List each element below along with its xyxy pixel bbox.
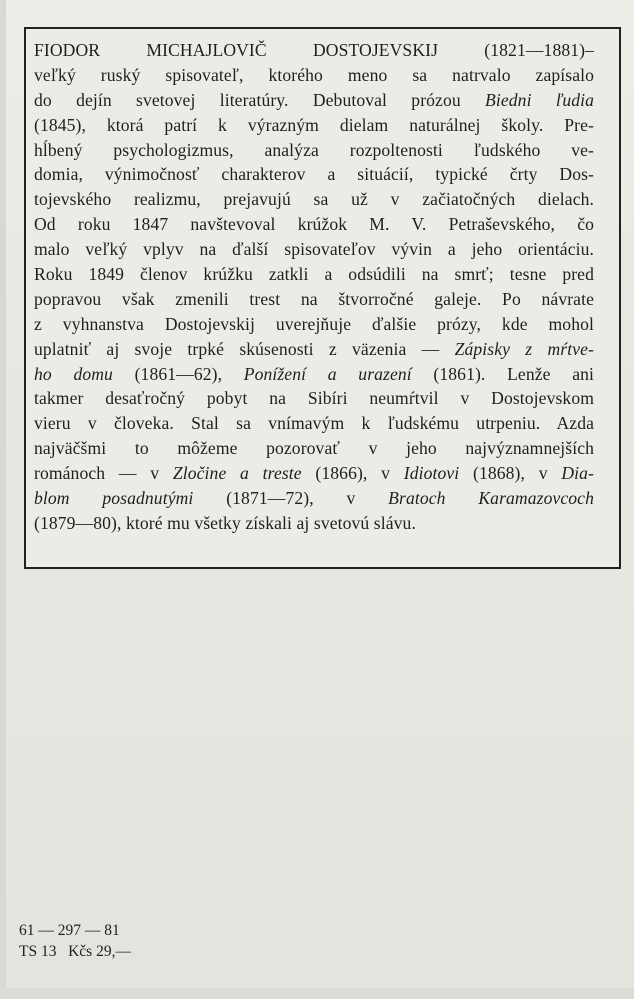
bio-line <box>34 38 594 63</box>
bio-text-run: domia, výnimočnosť charakterov a situácií, typické črty Dos- <box>34 164 594 185</box>
bio-text-run: Roku 1849 členov krúžku zatkli a odsúdili na smrť; tesne pred <box>34 264 594 285</box>
bio-text-run: z vyhnanstva Dostojevskij uverejňuje ďalšie prózy, kde mohol <box>34 313 594 334</box>
bio-line <box>34 511 594 536</box>
bio-line <box>34 113 594 138</box>
bio-line <box>34 237 594 262</box>
bio-text-run: (1845), ktorá patrí k výrazným dielam naturálnej školy. Pre- <box>34 114 594 135</box>
cover-edge <box>0 0 6 999</box>
bio-text-run: uplatniť aj svoje trpké skúsenosti z väzenia — <box>34 338 455 359</box>
work-title: Biedni ľudia <box>485 89 595 110</box>
bio-text-run: (1879—80), ktoré mu všetky získali aj svetovú slávu. <box>34 512 416 533</box>
work-title: ho domu <box>34 363 113 384</box>
bio-line <box>34 287 594 312</box>
catalog-number: 61 — 297 — 81 <box>19 922 120 939</box>
bio-text-run: hĺbený psychologizmus, analýza rozpoltenosti ľudského ve- <box>34 139 594 160</box>
publication-codes <box>19 920 131 962</box>
price-line: TS 13 Kčs 29,— <box>19 943 131 960</box>
bio-text-run: (1868), v <box>459 463 562 484</box>
bio-text-run: najväčšmi to môžeme pozorovať v jeho najvýznamnejších <box>34 438 594 459</box>
bio-text-run: veľký ruský spisovateľ, ktorého meno sa natrvalo zapísalo <box>34 64 594 85</box>
work-title: Zápisky z mŕtve- <box>454 338 594 359</box>
bio-line <box>34 436 594 461</box>
work-title: Ponížení a urazení <box>243 363 412 384</box>
bio-text-run: FIODOR MICHAJLOVIČ DOSTOJEVSKIJ (1821—1881)– <box>34 40 594 60</box>
cover-edge <box>0 988 634 999</box>
bio-text-run: malo veľký vplyv na ďalší spisovateľov vývin a jeho orientáciu. <box>34 239 594 260</box>
bio-line <box>34 411 594 436</box>
bio-line <box>34 187 594 212</box>
bio-text-run: (1861—62), <box>112 363 244 384</box>
bio-line <box>34 461 594 486</box>
bio-text-run: do dejín svetovej literatúry. Debutoval prózou <box>34 89 486 110</box>
bio-line <box>34 262 594 287</box>
bio-line <box>34 88 594 113</box>
bio-line <box>34 138 594 163</box>
bio-line <box>34 386 594 411</box>
bio-text-run: (1871—72), v <box>193 488 389 509</box>
bio-line <box>34 312 594 337</box>
bio-text-run: tojevského realizmu, prejavujú sa už v začiatočných dielach. <box>34 189 594 210</box>
bio-text-run: popravou však zmenili trest na štvorročné galeje. Po návrate <box>34 288 594 309</box>
bio-text-run: (1866), v <box>301 463 404 484</box>
bio-line <box>34 362 594 387</box>
bio-text-run: takmer desaťročný pobyt na Sibíri neumŕtvil v Dostojevskom <box>34 388 594 409</box>
work-title: Dia- <box>561 463 594 484</box>
work-title: Idiotovi <box>403 463 460 484</box>
bio-line <box>34 212 594 237</box>
work-title: Zločine a treste <box>172 463 302 484</box>
bio-line <box>34 486 594 511</box>
bio-text-run: románoch — v <box>34 463 173 484</box>
work-title: Bratoch Karamazovcoch <box>388 488 594 509</box>
bio-line <box>34 337 594 362</box>
author-biography <box>34 38 594 536</box>
bio-line <box>34 63 594 88</box>
bio-text-run: Od roku 1847 navštevoval krúžok M. V. Petraševského, čo <box>34 214 594 235</box>
bio-line <box>34 162 594 187</box>
work-title: blom posadnutými <box>34 488 194 509</box>
bio-text-run: vieru v človeka. Stal sa vnímavým k ľudskému utrpeniu. Azda <box>34 413 594 434</box>
bio-text-run: (1861). Lenže ani <box>411 363 594 384</box>
